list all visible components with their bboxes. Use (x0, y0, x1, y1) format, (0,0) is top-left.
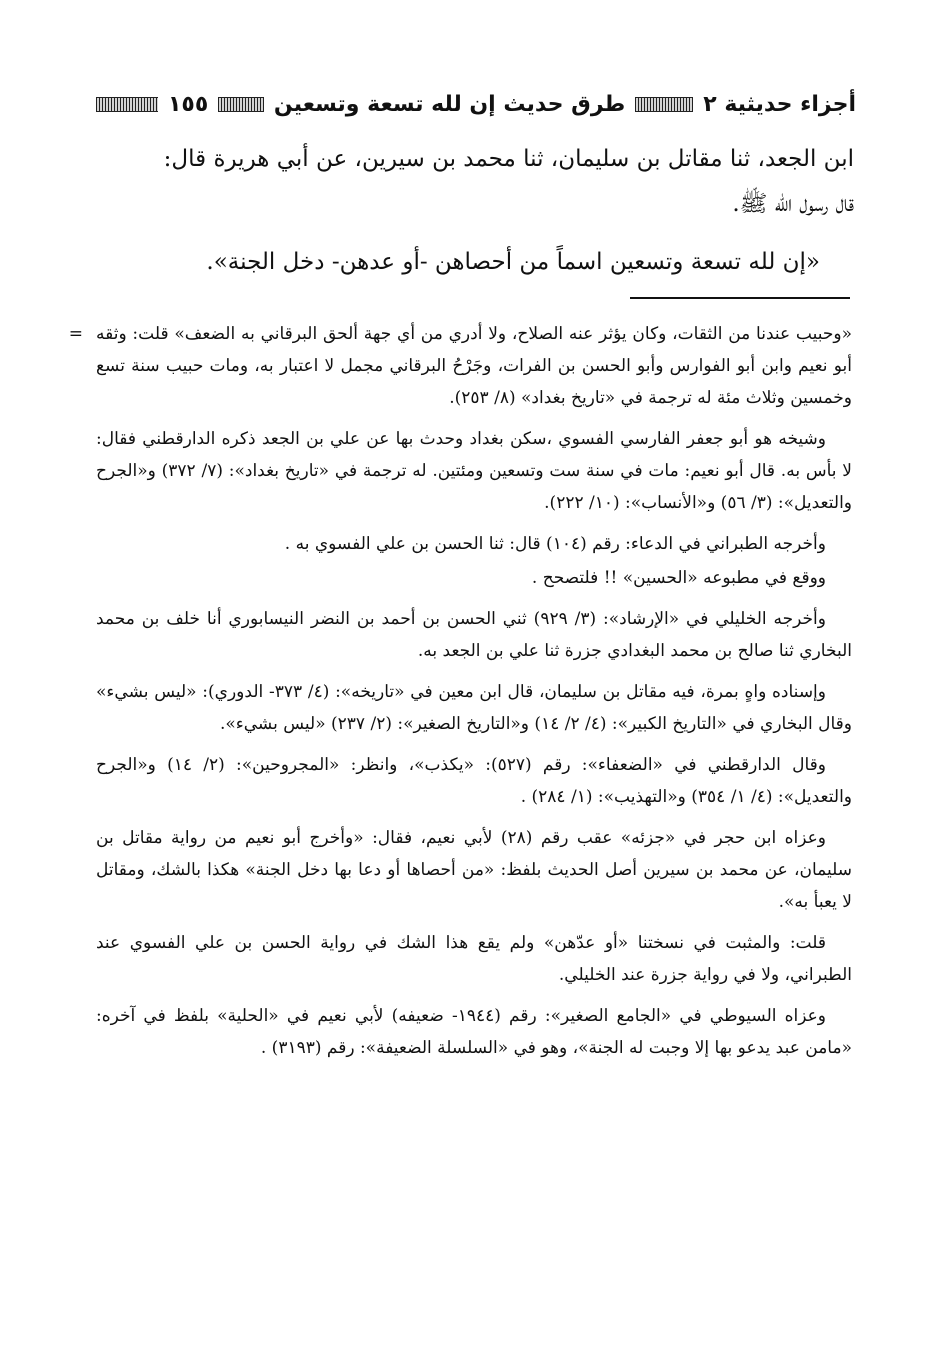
part-title: طرق حديث إن لله تسعة وتسعين (273, 91, 626, 117)
footnote-paragraph: وأخرجه الخليلي في «الإرشاد»: (٣/ ٩٢٩) ثني الحسن بن أحمد بن النضر النيسابوري أنا خلف بن محمد البخاري ثنا صالح بن محمد البغدادي جزرة ثنا علي بن الجعد به. (96, 609, 852, 661)
hadith-text: «إن لله تسعة وتسعين اسماً من أحصاهن -أو عدهن- دخل الجنة». (206, 249, 820, 275)
footnote-paragraph: وإسناده واهٍ بمرة، فيه مقاتل بن سليمان، قال ابن معين في «تاريخه»: (٤/ ٣٧٣- الدوري): «ليس بشيء» وقال البخاري في «التاريخ الكبير»: (٤/ ٢/ ١٤) و«التاريخ الصغير»: (٢/ ٢٣٧) «ليس بشيء». (96, 682, 852, 734)
footnote-paragraph: وعزاه ابن حجر في «جزئه» عقب رقم (٢٨) لأبي نعيم، فقال: «وأخرج أبو نعيم من رواية مقاتل بن سليمان، عن محمد بن سيرين أصل الحديث بلفظ: «من أحصاها أو دعا بها دخل الجنة» هكذا بالشك، ومقاتل لا يعبأ به». (96, 828, 852, 912)
running-header (96, 84, 856, 124)
footnote-paragraph: قلت: والمثبت في نسختنا «أو عدّهن» ولم يقع هذا الشك في رواية الحسن بن علي الفسوي عند الطبراني، ولا في رواية جزرة عند الخليلي. (96, 933, 852, 985)
footnotes (96, 318, 852, 1073)
footnote-paragraph: وقال الدارقطني في «الضعفاء»: رقم (٥٢٧): «يكذب»، وانظر: «المجروحين»: (٢/ ١٤) و«الجرح والتعديل»: (٤/ ١/ ٣٥٤) و«التهذيب»: (١/ ٢٨٤) . (96, 755, 852, 807)
footnote-paragraph: وعزاه السيوطي في «الجامع الصغير»: رقم (١٩٤٤- ضعيفه) لأبي نعيم في «الحلية» بلفظ في آخره: «مامن عبد يدعو بها إلا وجبت له الجنة»، وهو في «السلسلة الضعيفة»: رقم (٣١٩٣) . (96, 1006, 852, 1058)
header-ornament-bar (635, 97, 693, 112)
footnote-paragraph: وأخرجه الطبراني في الدعاء: رقم (١٠٤) قال: ثنا الحسن بن علي الفسوي به . (284, 534, 826, 554)
footnote-paragraph: وشيخه هو أبو جعفر الفارسي الفسوي ،سكن بغداد وحدث بها عن علي بن الجعد ذكره الدارقطني فقال: لا بأس به. قال أبو نعيم: مات في سنة ست وتسعين ومئتين. له ترجمة في «تاريخ بغداد»: (٧/ ٣٧٢) و«الجرح والتعديل»: (٣/ ٥٦) و«الأنساب»: (١٠/ ٢٢٢). (96, 429, 852, 513)
footnote-continuation-mark: = (68, 324, 83, 344)
footnote-separator (630, 297, 850, 299)
footnote-paragraph: ووقع في مطبوعه «الحسين» !! فلتصحح . (531, 568, 826, 588)
page-number: ١٥٥ (168, 91, 209, 117)
footnote-paragraph: «وحبيب عندنا من الثقات، وكان يؤثر عنه الصلاح، ولا أدري من أي جهة ألحق البرقاني به الضعف» قلت: وثقه أبو نعيم وابن أبو الفوارس وأبو الحسن بن الفرات، وجَرْحُ البرقاني مجمل لا اعتبار به، ومات حبيب سنة تسع وخمسين وثلاث مئة له ترجمة في «تاريخ بغداد» (٨/ ٢٥٣). (96, 324, 852, 408)
main-text-line: ابن الجعد، ثنا مقاتل بن سليمان، ثنا محمد بن سيرين، عن أبي هريرة قال: (163, 146, 854, 172)
main-text-line: قال رسول الله ﷺ. (732, 191, 854, 217)
header-ornament-bar (218, 97, 264, 112)
book-title: أجزاء حديثية ٢ (703, 91, 856, 117)
header-ornament-bar (96, 97, 158, 112)
